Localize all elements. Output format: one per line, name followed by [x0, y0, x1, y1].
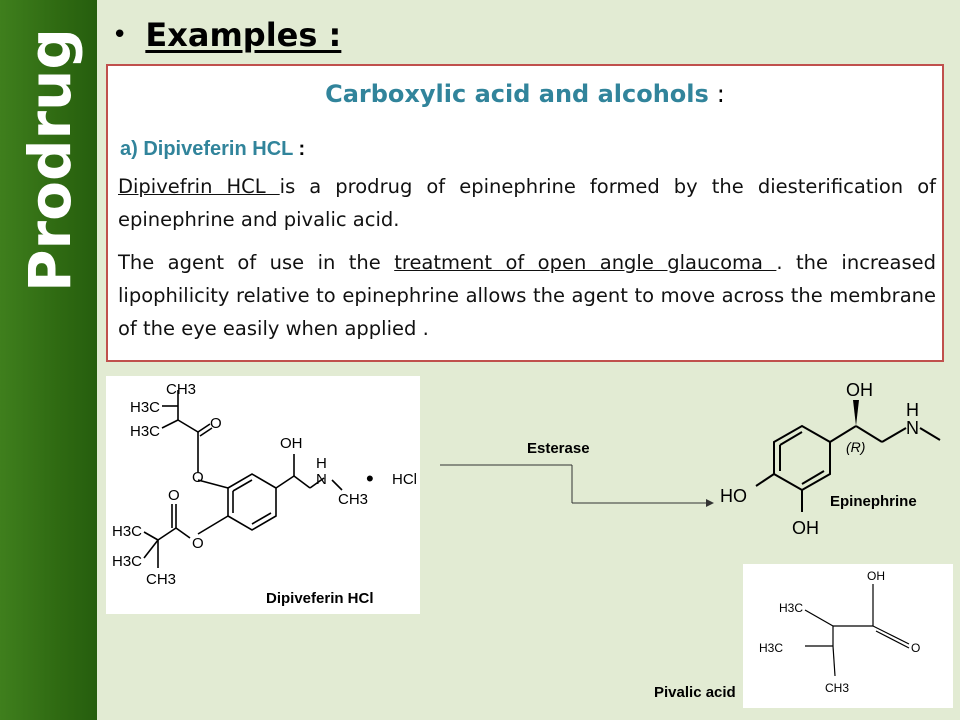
- dipiveferin-label: Dipiveferin HCl: [266, 590, 374, 607]
- epinephrine-structure: [712, 372, 952, 552]
- paragraph-1-rest: is a prodrug of epinephrine formed by the diesterification of epinephrine and pivalic acid.: [118, 175, 936, 231]
- paragraph-2-start: The agent of use in the: [118, 251, 395, 274]
- dip-o-1: O: [210, 415, 222, 432]
- bullet-icon: •: [112, 20, 128, 50]
- content-panel: [106, 64, 944, 362]
- piv-oh: OH: [867, 569, 885, 583]
- epi-r-config: (R): [846, 439, 866, 455]
- pivalic-acid-diagram: [743, 564, 953, 708]
- sub-heading-text: a) Dipiveferin HCL: [120, 138, 293, 160]
- panel-title: [108, 80, 942, 108]
- sub-heading-colon: :: [293, 138, 306, 160]
- piv-h3c-1: H3C: [779, 601, 804, 615]
- dipiveferin-structure: [106, 376, 420, 614]
- paragraph-2-underlined: treatment of open angle glaucoma: [394, 251, 777, 274]
- dip-ch3-top: CH3: [166, 381, 197, 398]
- panel-title-colon: :: [716, 80, 725, 108]
- epi-oh-top: OH: [846, 380, 873, 400]
- dip-h3c-1: H3C: [130, 399, 161, 416]
- pivalic-acid-label: Pivalic acid: [654, 684, 736, 701]
- dip-n: N: [316, 471, 327, 488]
- dip-o-4: O: [192, 535, 204, 552]
- heading-text: Examples :: [145, 16, 342, 54]
- dip-h: H: [316, 455, 327, 472]
- slide-heading: [112, 10, 341, 60]
- dip-h3c-3: H3C: [112, 523, 143, 540]
- sidebar: [0, 0, 97, 720]
- panel-title-text: Carboxylic acid and alcohols: [325, 80, 709, 108]
- sidebar-title: [8, 12, 88, 312]
- piv-h3c-2: H3C: [759, 641, 784, 655]
- sub-heading: [120, 138, 305, 161]
- sidebar-title-text: Prodrug: [16, 28, 84, 292]
- reaction-arrow: [430, 455, 720, 525]
- dip-ch3-n: CH3: [338, 491, 369, 508]
- dip-hcl: HCl: [392, 471, 417, 488]
- epi-n: N: [906, 418, 919, 438]
- dip-ch3-bottom: CH3: [146, 571, 177, 588]
- dip-o-2: O: [192, 469, 204, 486]
- piv-o: O: [911, 641, 921, 655]
- epi-oh-bottom: OH: [792, 518, 819, 538]
- epinephrine-label: Epinephrine: [830, 493, 917, 510]
- epi-ho: HO: [720, 486, 747, 506]
- paragraph-1-underlined: Dipivefrin HCL: [118, 175, 280, 198]
- dip-oh: OH: [280, 435, 303, 452]
- dip-dot: •: [366, 466, 374, 491]
- paragraph-2: [118, 246, 936, 345]
- dip-h3c-4: H3C: [112, 553, 143, 570]
- dip-h3c-2: H3C: [130, 423, 161, 440]
- paragraph-1: [118, 170, 936, 236]
- piv-ch3: CH3: [825, 681, 850, 695]
- epi-h: H: [906, 400, 919, 420]
- dip-o-3: O: [168, 487, 180, 504]
- paragraph-2-rest: . the increased lipophilicity relative to epinephrine allows the agent to move across the membrane of the eye easily when applied .: [118, 251, 936, 340]
- dipiveferin-diagram: [106, 376, 420, 614]
- esterase-label: Esterase: [527, 440, 590, 457]
- pivalic-acid-structure: [743, 564, 953, 708]
